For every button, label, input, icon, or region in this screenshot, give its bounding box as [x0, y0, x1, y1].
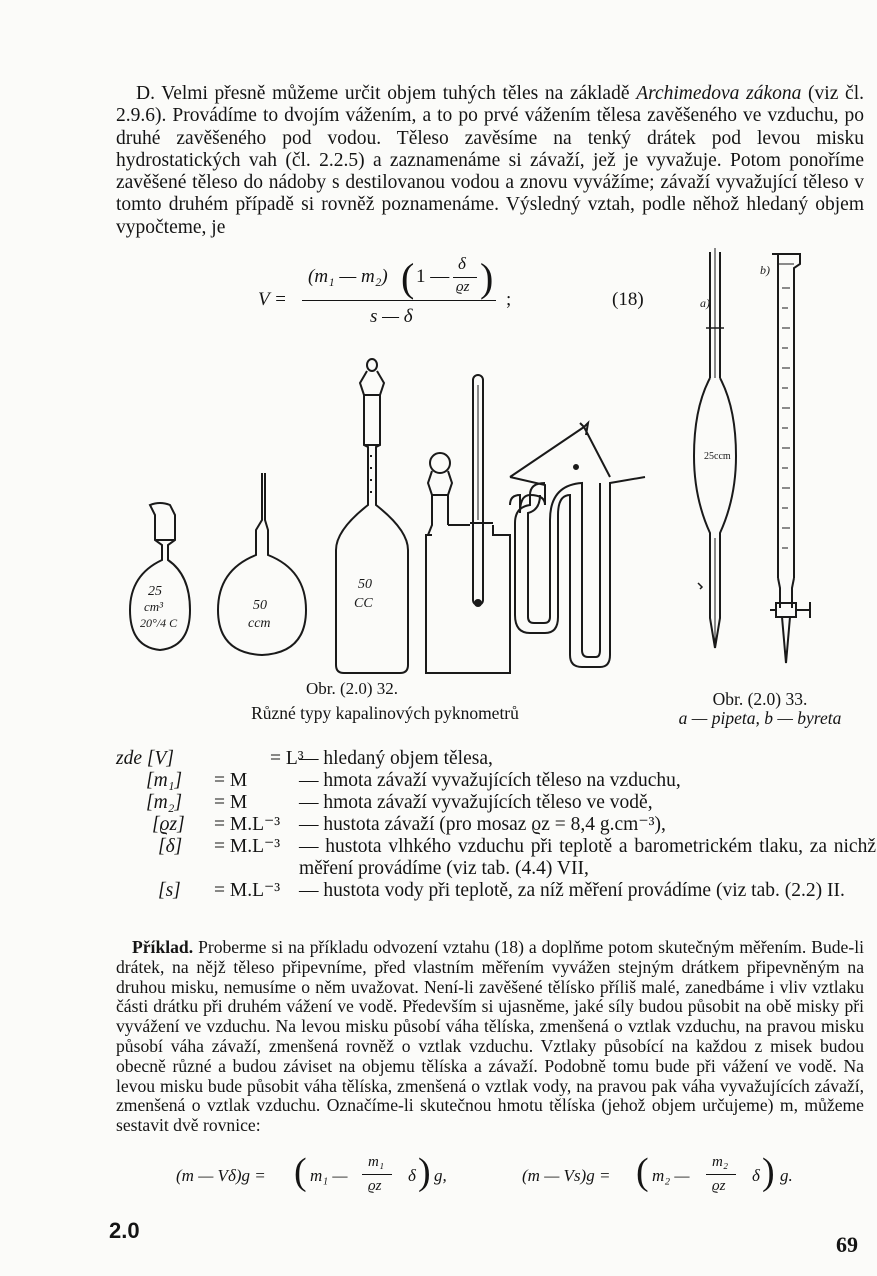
legend-symbol: [δ]	[158, 836, 183, 857]
page-number: 69	[836, 1232, 858, 1257]
eq2-frac-num: m₂	[712, 1154, 729, 1170]
flask2-volume: 50	[253, 598, 267, 613]
eq2-left: (m — Vs)g =	[522, 1166, 611, 1185]
legend-dimension: = M	[214, 792, 248, 813]
intro-paragraph	[116, 83, 864, 239]
eq1-paren-left: (	[294, 1151, 307, 1193]
example-paragraph	[116, 938, 864, 1136]
paren-left: (	[401, 255, 415, 300]
eq1-paren-right: )	[418, 1151, 431, 1193]
flask3-unit: CC	[354, 596, 373, 611]
legend-dimension: = M.L⁻³	[214, 880, 281, 901]
legend-description: — hustota závaží (pro mosaz ϱz = 8,4 g.cm⁻³),	[299, 814, 666, 835]
fig33-caption-number: Obr. (2.0) 33.	[712, 689, 808, 709]
legend-description: — hmota závaží vyvažujících těleso ve vodě,	[299, 792, 653, 813]
eq1-frac-den: ϱz	[368, 1178, 382, 1194]
legend-dimension: = M	[214, 770, 248, 791]
legend-description: — hustota vlhkého vzduchu při teplotě a barometrickém tlaku, za nichž měření provádíme (viz tab. (4.4) VII,	[299, 836, 876, 879]
flask-50cc	[336, 359, 408, 673]
main-fraction-bar	[302, 300, 496, 301]
eq1-g: g,	[434, 1166, 447, 1185]
burette-label: b)	[760, 263, 770, 277]
flask-with-thermometer	[426, 375, 510, 673]
fig32-caption-text: Různé typy kapalinových pyknometrů	[251, 703, 519, 723]
formula-number: (18)	[612, 289, 644, 310]
legend-description: — hmota závaží vyvažujících těleso na vzduchu,	[299, 770, 681, 791]
burette	[760, 254, 810, 663]
eq2-tail: δ	[752, 1166, 760, 1185]
legend-description: — hustota vody při teplotě, za níž měření provádíme (viz tab. (2.2) II.	[299, 880, 845, 901]
formula-lhs: V =	[258, 289, 287, 310]
intro-lead: D. Velmi přesně můžeme určit objem tuhých těles na základě	[136, 83, 637, 104]
burette-scale	[782, 288, 790, 548]
formula-denominator: s — δ	[370, 306, 413, 327]
formula-18	[258, 252, 658, 332]
eq1-frac-num: m₁	[368, 1154, 385, 1170]
eq2-frac-den: ϱz	[712, 1178, 726, 1194]
legend-dimension: = M.L⁻³	[214, 836, 281, 857]
flask1-temp: 20°/4 C	[140, 616, 178, 630]
sprengel-pycnometer	[510, 423, 645, 667]
legend-dimension: = L³	[270, 748, 304, 769]
paren-right: )	[480, 255, 494, 300]
pipette	[694, 248, 736, 648]
pipette-mark: 25ccm	[704, 451, 731, 462]
eq1-tail: δ	[408, 1166, 416, 1185]
eq2-m: m₂ —	[652, 1166, 690, 1185]
fig33-caption	[650, 690, 870, 728]
inner-fraction-bar	[453, 277, 477, 278]
legend-symbol: [m₁]	[146, 770, 183, 791]
legend-dimension: = M.L⁻³	[214, 814, 281, 835]
legend-symbol: [s]	[158, 880, 181, 901]
flask1-volume: 25	[148, 584, 162, 599]
archimedes-law: Archimedova zákona	[636, 83, 802, 104]
intro-body: (viz čl. 2.9.6). Provádíme to dvojím vážením, a to po prvé vážením tělesa zavěšeného ve vzduchu, po druhé zavěšeného pod vodou. Těleso zavěsíme na tenký drátek pod levou misku hydrostatických vah (čl. 2.2.5) a zaznamenáme si závaží, jež je vyvažuje. Potom ponoříme zavěšené těleso do nádoby s destilovanou vodou a znovu vyvážíme; závaží vyvažující těleso v tomto druhém případě si rovněž poznamenáme. Výsledný vztah, podle něhož hledaný objem vypočteme, je	[116, 83, 864, 238]
symbol-legend	[116, 748, 876, 928]
example-heading: Příklad.	[132, 937, 194, 957]
legend-symbol: [ϱz]	[152, 814, 185, 835]
eq1-left: (m — Vδ)g =	[176, 1166, 266, 1185]
eq2-g: g.	[780, 1166, 793, 1185]
legend-symbol: zde [V]	[116, 748, 174, 769]
formula-rho-z: ϱz	[456, 279, 470, 295]
figure-33-pipette-burette	[680, 248, 850, 673]
example-body: Proberme si na příkladu odvození vztahu (18) a doplňme potom skutečným měřením. Bude-li drátek, na nějž těleso připevníme, před vlastním měřením vyvážen stejným drátkem připevněným na druhou misku, nemusíme o něm uvažovat. Není-li zavěšené tělísko příliš malé, zanedbáme i vliv vztlaku části drátku při druhém vážení ve vodě. Především si ujasněme, jaké síly budou působit na obě misky při vyvážení ve vzduchu. Na levou misku působí váha tělíska, zmenšená o vztlak vzduchu, na pravou misku působí váha závaží, zmenšená rovněž o vztlak vzduchu. Vztlaky působící na každou z misek budou obecně různé a budou záviset na objemu tělíska a závaží. Podobně tomu bude při vážení ve vodě. Na levou misku bude působit váha tělíska, zmenšená o vztlak vody, na pravou pak váha vyvažujících závaží, zmenšená o vztlak vzduchu. Označíme-li skutečnou hmotu tělíska (jehož objem určujeme) m, můžeme sestavit dvě rovnice:	[116, 937, 864, 1136]
eq2-frac-bar	[706, 1174, 736, 1175]
legend-symbol: [m₂]	[146, 792, 183, 813]
legend-description: — hledaný objem tělesa,	[299, 748, 493, 769]
figure-32-pycnometers	[110, 355, 690, 698]
eq1-frac-bar	[362, 1174, 392, 1175]
flask-25cm3	[130, 503, 190, 650]
fig33-caption-text: a — pipeta, b — byreta	[678, 708, 842, 728]
eq1-m: m₁ —	[310, 1166, 348, 1185]
formula-delta: δ	[458, 254, 466, 273]
flask1-unit: cm³	[144, 599, 164, 614]
formula-paren-one: 1 —	[416, 266, 450, 287]
pipette-label: a)	[700, 296, 710, 310]
chapter-number: 2.0	[109, 1218, 140, 1243]
flask3-volume: 50	[358, 577, 372, 592]
formula-numerator: (m₁ — m₂)	[308, 266, 388, 287]
flask-50ccm	[218, 473, 306, 655]
flask2-unit: ccm	[248, 616, 271, 631]
equations-row	[176, 1152, 816, 1206]
fig32-caption-number: Obr. (2.0) 32.	[305, 679, 399, 698]
eq2-paren-right: )	[762, 1151, 775, 1193]
formula-semicolon: ;	[506, 289, 512, 310]
eq2-paren-left: (	[636, 1151, 649, 1193]
